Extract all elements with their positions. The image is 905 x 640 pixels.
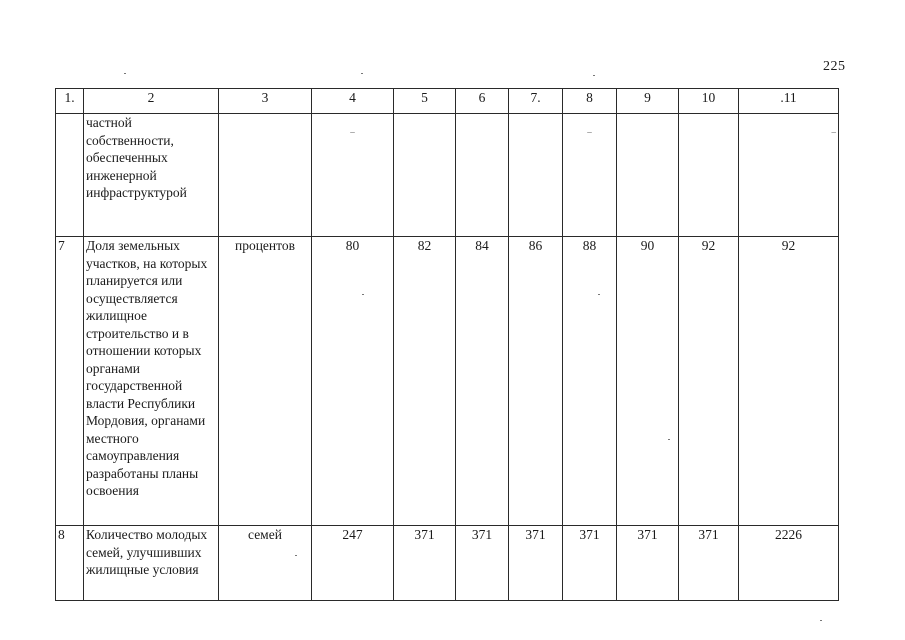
value-cell: 247 [312, 526, 394, 601]
value-cell: 371 [563, 526, 617, 601]
scan-speck [362, 294, 364, 295]
value-cell [509, 114, 563, 237]
row-number [56, 114, 84, 237]
table-row [56, 114, 839, 237]
value-cell: 371 [509, 526, 563, 601]
value-cell [739, 114, 839, 237]
header-cell: .11 [739, 89, 839, 114]
scan-speck [820, 620, 822, 621]
unit-cell: семей [219, 526, 312, 601]
value-cell [679, 114, 739, 237]
table-header-row [56, 89, 839, 114]
page-number: 225 [823, 59, 846, 74]
scan-speck [295, 555, 297, 556]
header-cell: 9 [617, 89, 679, 114]
value-cell: 371 [394, 526, 456, 601]
dash-mark: – [587, 127, 592, 137]
indicators-table [55, 88, 839, 601]
header-cell: 10 [679, 89, 739, 114]
value-cell: 82 [394, 237, 456, 526]
header-cell: 2 [84, 89, 219, 114]
value-cell: 84 [456, 237, 509, 526]
header-cell: 6 [456, 89, 509, 114]
header-cell: 4 [312, 89, 394, 114]
dash-mark: – [350, 127, 355, 137]
value-cell [394, 114, 456, 237]
value-cell: 371 [617, 526, 679, 601]
unit-cell: процентов [219, 237, 312, 526]
scan-speck [598, 294, 600, 295]
value-cell: 86 [509, 237, 563, 526]
value-cell: 92 [679, 237, 739, 526]
value-cell: 371 [679, 526, 739, 601]
value-cell [563, 114, 617, 237]
table-row [56, 237, 839, 526]
value-cell: 90 [617, 237, 679, 526]
scan-speck [668, 439, 670, 440]
scan-speck [124, 73, 126, 74]
value-cell: 92 [739, 237, 839, 526]
value-cell [617, 114, 679, 237]
value-cell: 371 [456, 526, 509, 601]
value-cell [456, 114, 509, 237]
indicator-name: частной собственности, обеспеченных инженерной инфраструктурой [84, 114, 219, 237]
scan-speck [361, 73, 363, 74]
table-row [56, 526, 839, 601]
row-number: 7 [56, 237, 84, 526]
value-cell: 80 [312, 237, 394, 526]
header-cell: 5 [394, 89, 456, 114]
dash-mark: – [831, 127, 836, 137]
value-cell: 2226 [739, 526, 839, 601]
header-cell: 1. [56, 89, 84, 114]
unit-cell [219, 114, 312, 237]
indicator-name: Количество молодых семей, улучшивших жилищные условия [84, 526, 219, 601]
header-cell: 8 [563, 89, 617, 114]
row-number: 8 [56, 526, 84, 601]
value-cell [312, 114, 394, 237]
header-cell: 7. [509, 89, 563, 114]
value-cell: 88 [563, 237, 617, 526]
scan-speck [593, 75, 595, 76]
indicator-name: Доля земельных участков, на которых планируется или осуществляется жилищное строительство и в отношении которых органами государственной власти Республики Мордовия, органами местного самоуправления разработаны планы освоения [84, 237, 219, 526]
header-cell: 3 [219, 89, 312, 114]
